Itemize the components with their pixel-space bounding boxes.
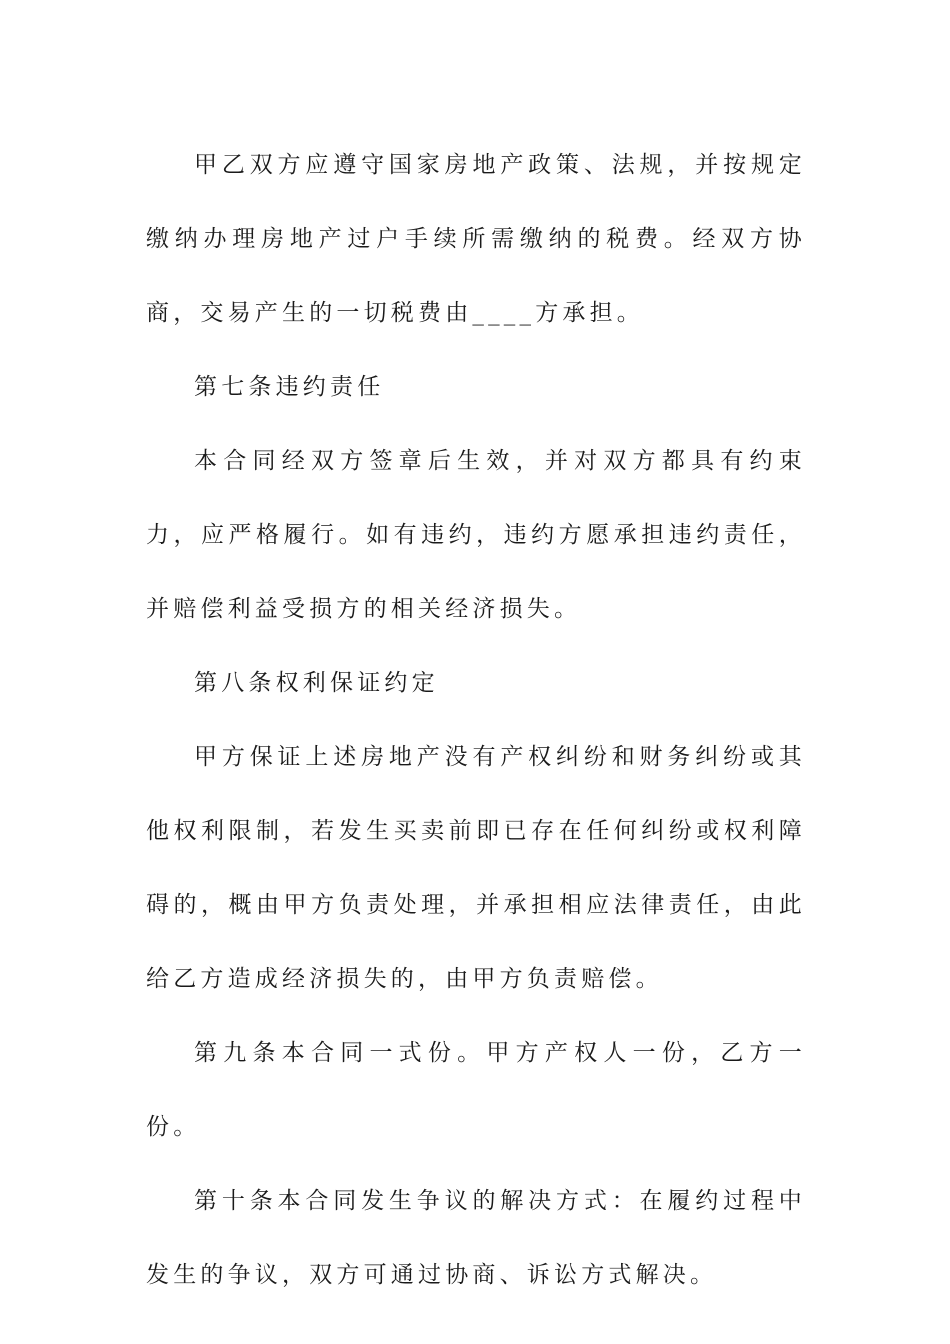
paragraph-rights-guarantee: 甲方保证上述房地产没有产权纠纷和财务纠纷或其他权利限制，若发生买卖前即已存在任何纠纷或权利障碍的，概由甲方负责处理，并承担相应法律责任，由此给乙方造成经济损失的，由甲方负责赔偿。 [146,744,806,992]
heading-article-7: 第七条违约责任 [194,374,385,400]
paragraph-breach-liability: 本合同经双方签章后生效，并对双方都具有约束力，应严格履行。如有违约，违约方愿承担违约责任，并赔偿利益受损方的相关经济损失。 [146,448,806,622]
document-body [146,128,806,1312]
heading-article-8: 第八条权利保证约定 [194,670,439,696]
paragraph-article-9: 第九条本合同一式份。甲方产权人一份，乙方一份。 [146,1040,806,1140]
paragraph-article-10: 第十条本合同发生争议的解决方式：在履约过程中发生的争议，双方可通过协商、诉讼方式解决。 [146,1188,806,1288]
paragraph-tax-clause: 甲乙双方应遵守国家房地产政策、法规，并按规定缴纳办理房地产过户手续所需缴纳的税费。经双方协商，交易产生的一切税费由____方承担。 [146,152,806,326]
